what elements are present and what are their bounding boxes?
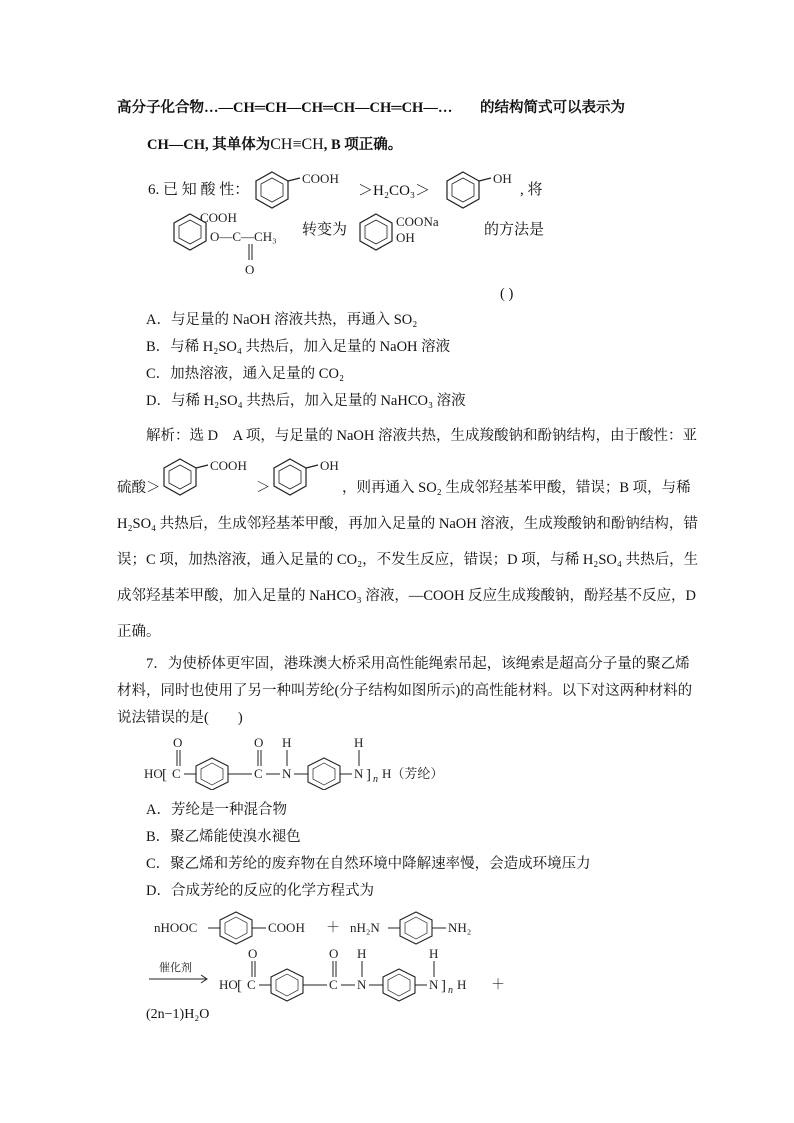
q7-stem-line2: 材料，同时也使用了另一种叫芳纶(分子结构如图所示)的高性能材料。以下对这两种材料的 xyxy=(117,683,693,699)
q6-stem-prefix: 6. 已 知 酸 性： xyxy=(148,182,250,198)
aspirin-structure xyxy=(170,208,280,280)
q7-option-a: A．芳纶是一种混合物 xyxy=(146,802,287,818)
benzoic-acid-structure xyxy=(252,168,352,210)
product-c2: C xyxy=(329,977,338,992)
aramid-o1: O xyxy=(173,735,183,750)
aramid-c2: C xyxy=(254,766,263,781)
q6-analysis-line1: 解析：选 D A 项，与足量的 NaOH 溶液共热，生成羧酸钠和酚钠结构，由于酸性：亚 xyxy=(146,428,697,444)
q5-line1 xyxy=(117,98,625,118)
eq-r1-right: COOH xyxy=(268,920,305,935)
product-o1: O xyxy=(248,946,258,961)
aramid-structure xyxy=(140,730,460,790)
q6-analysis-line6: 正确。 xyxy=(117,624,161,640)
q6-analysis-line4: 误；C 项，加热溶液，通入足量的 CO₂，不发生反应，错误；D 项，与稀 H₂SO₄ 共热后，生 xyxy=(117,552,699,568)
q5-line1-text: 的结构简式可以表示为 xyxy=(479,100,625,116)
aramid-tail: H（芳纶） xyxy=(382,766,444,781)
eq-r2-right: NH₂ xyxy=(448,920,472,935)
eq-plus-2: ＋ xyxy=(491,978,505,993)
q6-option-d: D．与稀 H₂SO₄ 共热后，加入足量的 NaHCO₃ 溶液 xyxy=(146,393,466,409)
product-h1: H xyxy=(357,946,367,961)
phenol-structure xyxy=(443,168,523,210)
aramid-n2: N xyxy=(354,766,364,781)
q5-monomer-text: , 其单体为 xyxy=(205,137,271,153)
product-n-subscript: n xyxy=(448,985,453,996)
q6-acidity-compare: ＞H₂CO₃＞ xyxy=(358,183,431,199)
q6-analysis-gt: ＞ xyxy=(256,480,271,496)
phenol-oh-label: OH xyxy=(493,171,512,186)
eq-r2-left: nH₂N xyxy=(350,920,380,935)
eq-catalyst: 催化剂 xyxy=(159,962,192,974)
equation-reactants xyxy=(150,908,510,948)
analysis-phenol-structure xyxy=(270,455,350,497)
analysis-benzoic-structure xyxy=(160,455,260,497)
q7-option-d: D．合成芳纶的反应的化学方程式为 xyxy=(146,883,374,899)
eq-plus-1: ＋ xyxy=(326,921,340,936)
q5-conclusion: , B 项正确。 xyxy=(323,137,403,153)
product-c1: C xyxy=(247,977,256,992)
aramid-h1: H xyxy=(282,735,292,750)
aramid-bracket-close: ] xyxy=(366,767,371,783)
aramid-n1: N xyxy=(282,766,292,781)
q6-option-c: C．加热溶液，通入足量的 CO₂ xyxy=(146,366,344,382)
q5-monomer: CH≡CH xyxy=(270,136,324,153)
product-n1: N xyxy=(357,977,367,992)
q6-analysis-line2-tail: ，则再通入 SO₂ 生成邻羟基苯甲酸，错误；B 项，与稀 xyxy=(342,480,691,496)
q6-transform-text: 转变为 xyxy=(302,222,348,238)
q6-option-a: A．与足量的 NaOH 溶液共热，再通入 SO₂ xyxy=(146,312,418,328)
salicylate-coona-label: COONa xyxy=(396,214,439,229)
equation-product xyxy=(145,945,525,1005)
aramid-c1: C xyxy=(172,766,181,781)
aspirin-ester-label: O—C—CH₃ xyxy=(210,229,277,244)
q7-stem-line3: 说法错误的是( ) xyxy=(117,710,243,726)
product-n2: N xyxy=(429,977,439,992)
eq-r1-left: nHOOC xyxy=(154,920,198,935)
q6-answer-blank: ( ) xyxy=(500,286,514,302)
aspirin-cooh-label: COOH xyxy=(200,210,237,225)
product-h-end: H xyxy=(457,977,467,992)
aramid-ho: HO xyxy=(144,766,163,781)
product-bracket-close: ] xyxy=(441,978,446,994)
q5-line2 xyxy=(117,135,402,155)
analysis-oh-label: OH xyxy=(320,458,339,473)
eq-water: (2n−1)H₂O xyxy=(146,1007,210,1022)
aramid-bracket-open: [ xyxy=(162,767,167,783)
q6-stem-tail: , 将 xyxy=(520,182,543,198)
q7-option-c: C．聚乙烯和芳纶的废弃物在自然环境中降解速率慢，会造成环境压力 xyxy=(146,856,591,872)
q6-analysis-line3: H₂SO₄ 共热后，生成邻羟基苯甲酸，再加入足量的 NaOH 溶液，生成羧酸钠和酚钠结构，错 xyxy=(117,516,698,532)
analysis-cooh-label: COOH xyxy=(210,458,247,473)
q6-analysis-line5: 成邻羟基苯甲酸，加入足量的 NaHCO₃ 溶液，—COOH 反应生成羧酸钠，酚羟基不反应，D xyxy=(117,588,697,604)
q5-polymer-formula: 高分子化合物…—CH═CH—CH═CH—CH═CH—… xyxy=(117,100,453,116)
aspirin-carbonyl-o: O xyxy=(245,262,255,277)
benzoic-cooh-label: COOH xyxy=(302,171,339,186)
product-o2: O xyxy=(329,946,339,961)
aramid-n-subscript: n xyxy=(373,774,378,785)
q5-repeat-unit: CH—CH xyxy=(147,137,205,153)
q6-method-text: 的方法是 xyxy=(484,222,545,238)
q6-analysis-sulfurous: 硫酸＞ xyxy=(117,480,161,496)
sodium-salicylate-structure xyxy=(356,208,456,258)
aramid-o2: O xyxy=(254,735,264,750)
aramid-h2: H xyxy=(354,735,364,750)
product-ho: HO xyxy=(219,977,238,992)
q7-stem-line1: 7．为使桥体更牢固，港珠澳大桥采用高性能绳索吊起，该绳索是超高分子量的聚乙烯 xyxy=(146,656,690,672)
q7-option-b: B．聚乙烯能使溴水褪色 xyxy=(146,829,301,845)
product-h2: H xyxy=(429,946,439,961)
salicylate-oh-label: OH xyxy=(396,230,415,245)
q6-option-b: B．与稀 H₂SO₄ 共热后，加入足量的 NaOH 溶液 xyxy=(146,339,451,355)
product-bracket-open: [ xyxy=(237,978,242,994)
